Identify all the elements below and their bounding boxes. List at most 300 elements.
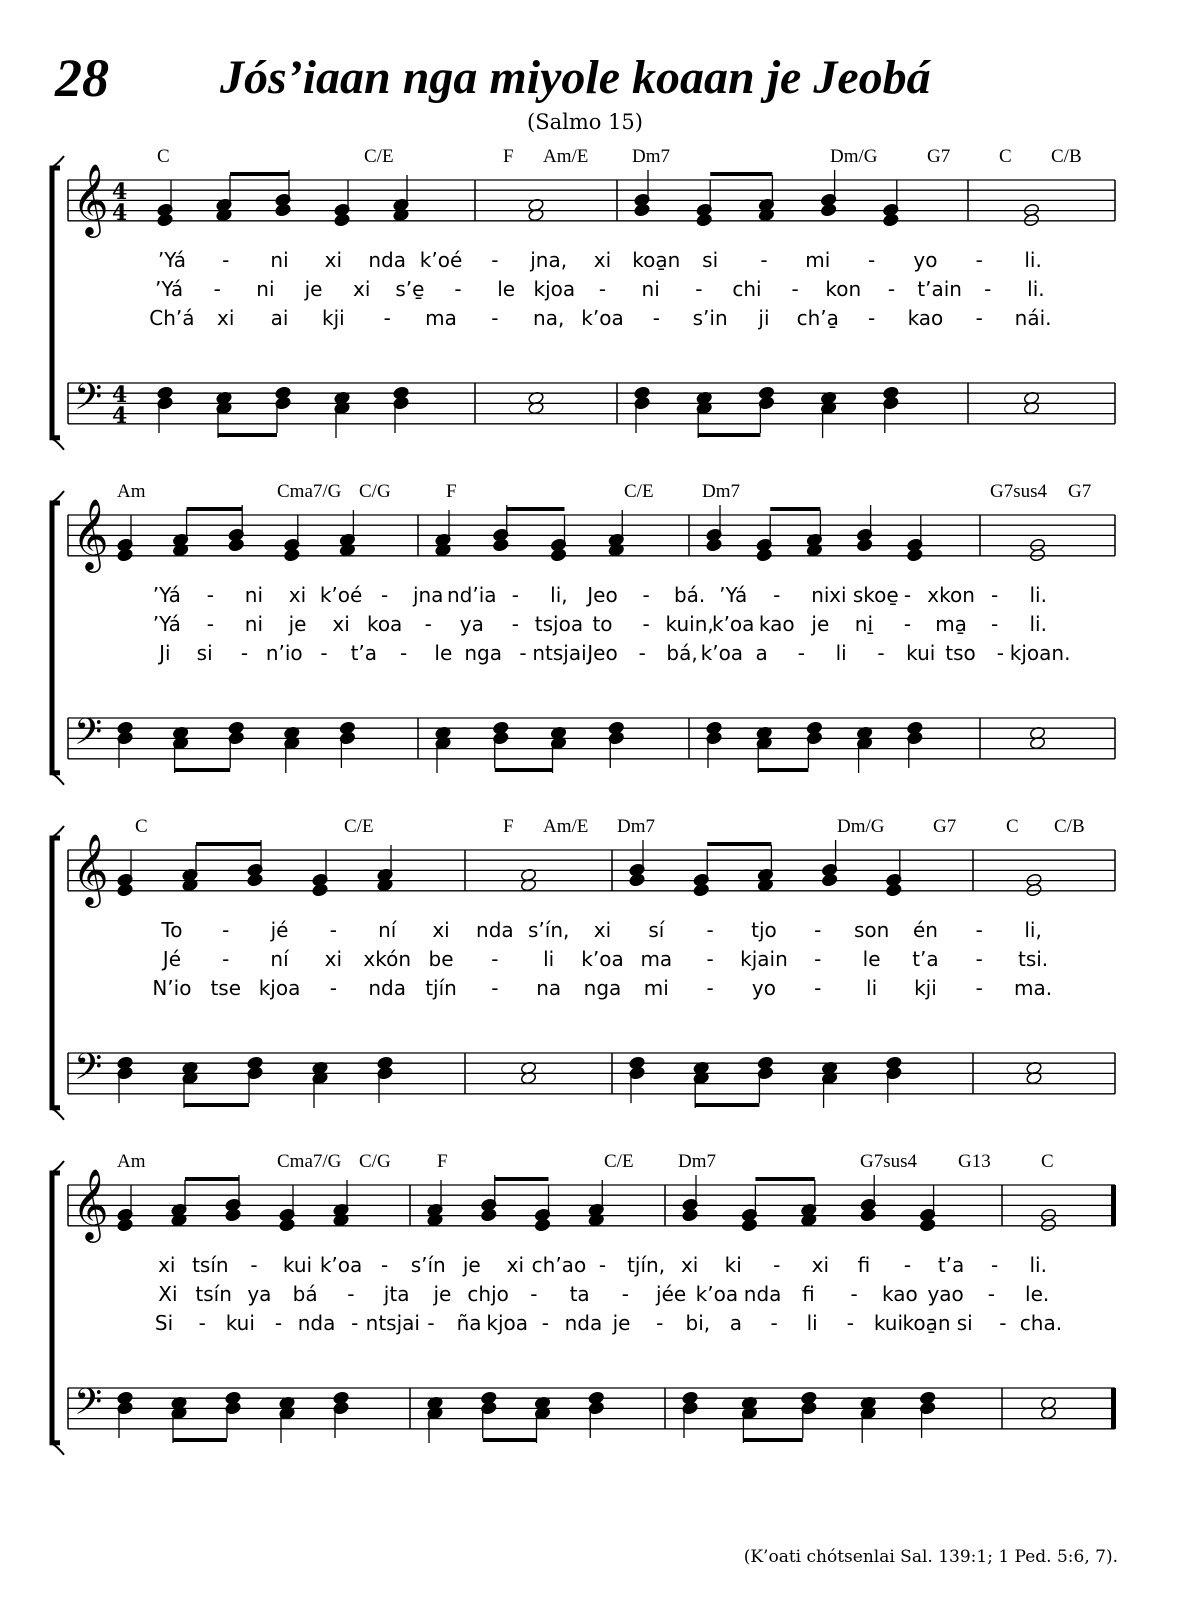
- hymn-title: Jós’iaan nga miyole koaan je Jeobá: [220, 51, 931, 104]
- lyric-syllable: ma.: [1014, 976, 1053, 1000]
- lyric-syllable: sí: [648, 918, 665, 942]
- lyric-syllable: tjo: [751, 918, 777, 942]
- lyric-line: [0, 306, 1200, 334]
- lyric-syllable: le: [434, 641, 453, 665]
- lyric-line: [0, 277, 1200, 305]
- lyric-syllable: ta: [569, 1282, 590, 1306]
- syllable-hyphen: -: [846, 1311, 854, 1335]
- lyric-syllable: fi: [857, 1253, 871, 1277]
- time-signature: 4: [112, 403, 128, 429]
- chord-symbol: Dm/G: [830, 146, 878, 167]
- lyric-syllable: nda: [564, 1311, 603, 1335]
- lyric-syllable: mi: [643, 976, 669, 1000]
- lyric-syllable: xi: [353, 277, 371, 301]
- lyric-syllable: t’a: [350, 641, 378, 665]
- lyric-syllable: ña: [456, 1311, 482, 1335]
- lyric-syllable: yo: [751, 976, 777, 1000]
- chord-symbol: C: [1006, 816, 1019, 837]
- lyric-syllable: kji: [914, 976, 937, 1000]
- lyric-syllable: kuin,: [665, 612, 714, 636]
- lyric-syllable: ’Yá: [157, 248, 186, 272]
- beam: [695, 1103, 759, 1107]
- score-system: [0, 475, 1200, 810]
- chord-symbol: Dm7: [617, 816, 655, 837]
- beam: [707, 842, 771, 846]
- lyric-syllable: nda: [368, 976, 407, 1000]
- chord-symbol: Dm7: [678, 1151, 716, 1172]
- lyric-syllable: li.: [1029, 612, 1047, 636]
- lyric-line: [0, 583, 1200, 611]
- syllable-hyphen: -: [320, 641, 328, 665]
- syllable-hyphen: -: [530, 1282, 538, 1306]
- lyric-syllable: tsi.: [1017, 947, 1049, 971]
- syllable-hyphen: -: [222, 248, 230, 272]
- lyric-line: [0, 1311, 1200, 1339]
- syllable-hyphen: -: [351, 1311, 359, 1335]
- syllable-hyphen: -: [706, 918, 714, 942]
- syllable-hyphen: -: [329, 918, 337, 942]
- syllable-hyphen: -: [598, 277, 607, 301]
- syllable-hyphen: -: [222, 918, 230, 942]
- lyric-syllable: nda: [476, 918, 514, 942]
- lyric-syllable: N’io: [152, 976, 192, 1000]
- syllable-hyphen: -: [770, 1311, 778, 1335]
- lyric-syllable: kui: [873, 1311, 904, 1335]
- lyric-syllable: li: [806, 1311, 818, 1335]
- lyric-syllable: xi: [288, 583, 307, 607]
- chord-symbol: G13: [958, 1151, 991, 1172]
- syllable-hyphen: -: [598, 1253, 607, 1277]
- lyric-syllable: chi: [732, 277, 762, 301]
- chord-symbol: C/G: [359, 1151, 391, 1172]
- lyric-syllable: kjoa: [258, 976, 301, 1000]
- score-system: [0, 1145, 1200, 1480]
- lyric-syllable: bá: [292, 1282, 318, 1306]
- hymn-number: 28: [55, 48, 109, 108]
- beam: [507, 507, 565, 511]
- syllable-hyphen: -: [999, 1311, 1007, 1335]
- beam: [743, 1438, 802, 1442]
- chord-symbol: C/E: [624, 481, 654, 502]
- syllable-hyphen: -: [652, 306, 660, 330]
- chord-symbol: G7: [927, 146, 951, 167]
- syllable-hyphen: -: [996, 641, 1004, 665]
- lyric-syllable: li: [866, 976, 878, 1000]
- beam: [184, 1103, 249, 1107]
- lyric-syllable: s’ín: [410, 1253, 446, 1277]
- lyric-syllable: xi: [324, 947, 343, 971]
- lyric-syllable: tsín: [195, 1282, 232, 1306]
- beam: [230, 172, 289, 176]
- lyric-syllable: xi: [506, 1253, 525, 1277]
- lyric-syllable: k’oa: [581, 947, 624, 971]
- beam: [196, 842, 261, 846]
- chord-symbol: G7sus4: [990, 481, 1048, 502]
- lyric-syllable: kjain: [740, 947, 788, 971]
- lyric-syllable: le: [862, 947, 881, 971]
- chord-symbol: Am: [117, 481, 146, 502]
- syllable-hyphen: -: [424, 612, 432, 636]
- lyric-syllable: bá,: [666, 641, 698, 665]
- chord-symbol: C: [999, 146, 1012, 167]
- lyric-syllable: ni: [641, 277, 660, 301]
- beam: [495, 1177, 549, 1181]
- lyric-syllable: ntsjai,: [532, 641, 594, 665]
- lyric-syllable: to: [592, 612, 613, 636]
- syllable-hyphen: -: [250, 1253, 258, 1277]
- chord-symbol: G7: [933, 816, 957, 837]
- lyric-syllable: t’a: [912, 947, 939, 971]
- lyric-syllable: k’oa: [711, 612, 755, 636]
- lyric-syllable: t’a: [937, 1253, 965, 1277]
- lyric-syllable: t’ain: [917, 277, 962, 301]
- chord-symbol: F: [446, 481, 457, 502]
- lyric-syllable: kui: [906, 641, 936, 665]
- lyric-line: [0, 612, 1200, 640]
- chord-symbol: G7sus4: [860, 1151, 918, 1172]
- lyric-syllable: tjín,: [627, 1253, 666, 1277]
- syllable-hyphen: -: [399, 641, 408, 665]
- lyric-syllable: Si: [154, 1311, 174, 1335]
- beam: [770, 507, 820, 511]
- lyric-syllable: k’oa: [700, 641, 744, 665]
- final-barline: [1111, 1388, 1116, 1429]
- syllable-hyphen: -: [329, 976, 337, 1000]
- syllable-hyphen: -: [987, 1282, 995, 1306]
- chord-symbol: Dm7: [702, 481, 740, 502]
- beam: [218, 433, 277, 437]
- syllable-hyphen: -: [814, 976, 822, 1000]
- syllable-hyphen: -: [454, 277, 462, 301]
- lyric-syllable: bá.: [673, 583, 706, 607]
- lyric-syllable: fi: [802, 1282, 815, 1306]
- lyric-syllable: ’Yá: [152, 583, 181, 607]
- syllable-hyphen: -: [903, 612, 912, 636]
- lyric-syllable: ’Yá: [152, 612, 181, 636]
- lyric-line: [0, 641, 1200, 669]
- bass-clef-icon: 𝄢: [74, 711, 103, 762]
- syllable-hyphen: -: [991, 612, 999, 636]
- lyric-syllable: To: [161, 918, 183, 942]
- syllable-hyphen: -: [791, 277, 799, 301]
- lyric-syllable: ji: [758, 306, 770, 330]
- lyric-syllable: Jeo: [587, 641, 618, 665]
- lyric-syllable: nga: [464, 641, 502, 665]
- lyric-syllable: bi,: [685, 1311, 711, 1335]
- lyric-syllable: tsjoa: [534, 612, 584, 636]
- lyric-syllable: k’oa: [319, 1253, 363, 1277]
- treble-clef-icon: 𝄞: [72, 497, 109, 570]
- lyric-syllable: ni̱: [854, 612, 874, 636]
- lyric-syllable: li.: [1029, 1253, 1047, 1277]
- lyric-syllable: na: [536, 976, 562, 1000]
- lyric-line: [0, 976, 1200, 1004]
- lyric-syllable: xi: [593, 248, 612, 272]
- lyric-line: [0, 1282, 1200, 1310]
- lyric-syllable: xi: [432, 918, 450, 942]
- syllable-hyphen: -: [877, 641, 885, 665]
- lyric-syllable: kao: [907, 306, 944, 330]
- lyric-syllable: ni: [244, 583, 264, 607]
- lyric-syllable: jna,: [530, 248, 568, 272]
- psalm-reference: (Salmo 15): [527, 110, 643, 134]
- lyric-syllable: je: [288, 612, 307, 636]
- lyric-syllable: li.: [1029, 583, 1047, 607]
- lyric-syllable: xi: [332, 612, 350, 636]
- lyric-syllable: jé: [270, 918, 289, 942]
- lyric-syllable: mi: [805, 248, 831, 272]
- lyric-syllable: li: [543, 947, 555, 971]
- syllable-hyphen: -: [638, 641, 646, 665]
- lyric-syllable: Jeo: [587, 583, 618, 607]
- lyric-syllable: ma: [425, 306, 457, 330]
- chord-symbol: Am: [117, 1151, 146, 1172]
- lyric-syllable: kjoa: [486, 1311, 529, 1335]
- syllable-hyphen: -: [868, 306, 876, 330]
- syllable-hyphen: -: [240, 641, 249, 665]
- lyric-syllable: ’Yá: [719, 583, 748, 607]
- lyric-syllable: én: [912, 918, 938, 942]
- time-signature: 4: [112, 179, 128, 205]
- lyric-syllable: je: [462, 1253, 481, 1277]
- beam: [173, 1438, 227, 1442]
- syllable-hyphen: -: [975, 918, 983, 942]
- chord-symbol: Am/E: [543, 816, 589, 837]
- syllable-hyphen: -: [621, 1282, 629, 1306]
- lyric-syllable: ya: [459, 612, 484, 636]
- chord-symbol: C/E: [604, 1151, 634, 1172]
- syllable-hyphen: -: [427, 1311, 435, 1335]
- chord-symbol: C/G: [359, 481, 391, 502]
- chord-symbol: F: [503, 146, 514, 167]
- syllable-hyphen: -: [887, 277, 896, 301]
- lyric-syllable: ni: [244, 612, 264, 636]
- lyric-syllable: kui: [225, 1311, 255, 1335]
- chord-symbol: Dm7: [632, 146, 670, 167]
- syllable-hyphen: -: [511, 583, 519, 607]
- syllable-hyphen: -: [706, 976, 714, 1000]
- syllable-hyphen: -: [383, 306, 391, 330]
- lyric-syllable: a: [755, 641, 768, 665]
- lyric-syllable: na,: [533, 306, 565, 330]
- lyric-syllable: s’e̱: [395, 277, 425, 301]
- lyric-syllable: tsín: [192, 1253, 229, 1277]
- lyric-syllable: nái.: [1014, 306, 1052, 330]
- lyric-syllable: ya: [247, 1282, 272, 1306]
- lyric-syllable: koa: [366, 612, 403, 636]
- syllable-hyphen: -: [706, 947, 714, 971]
- lyric-syllable: k’oa: [695, 1282, 739, 1306]
- syllable-hyphen: -: [868, 248, 876, 272]
- lyric-syllable: ntsjai: [365, 1311, 420, 1335]
- syllable-hyphen: -: [206, 583, 214, 607]
- bass-clef-icon: 𝄢: [74, 1381, 103, 1432]
- syllable-hyphen: -: [975, 306, 983, 330]
- lyric-syllable: xkón: [363, 947, 412, 971]
- chord-symbol: C/E: [344, 816, 374, 837]
- chord-symbol: Cma7/G: [277, 481, 342, 502]
- lyric-syllable: li: [835, 641, 847, 665]
- beam: [758, 768, 808, 772]
- lyric-syllable: li.: [1027, 277, 1045, 301]
- chord-symbol: C: [157, 146, 170, 167]
- lyric-syllable: kjoan.: [1009, 641, 1071, 665]
- beam: [187, 507, 243, 511]
- lyric-syllable: n’io: [265, 641, 303, 665]
- chord-symbol: C/B: [1054, 816, 1085, 837]
- treble-clef-icon: 𝄞: [72, 162, 109, 235]
- lyric-syllable: ai: [270, 306, 289, 330]
- lyric-syllable: tse: [210, 976, 242, 1000]
- lyric-syllable: li,: [1024, 918, 1042, 942]
- lyric-syllable: a: [729, 1311, 743, 1335]
- syllable-hyphen: -: [773, 1253, 781, 1277]
- syllable-hyphen: -: [797, 641, 806, 665]
- lyric-syllable: xi: [324, 248, 343, 272]
- lyric-syllable: koa̱n: [632, 248, 681, 272]
- syllable-hyphen: -: [760, 248, 768, 272]
- syllable-hyphen: -: [656, 1311, 664, 1335]
- lyric-syllable: jta: [383, 1282, 410, 1306]
- lyric-syllable: chjo: [467, 1282, 509, 1306]
- lyric-syllable: nda: [368, 248, 407, 272]
- bass-clef-icon: 𝄢: [74, 376, 103, 427]
- lyric-syllable: kon: [825, 277, 862, 301]
- lyric-syllable: ki: [724, 1253, 742, 1277]
- syllable-hyphen: -: [984, 277, 992, 301]
- chord-symbol: G7: [1068, 481, 1092, 502]
- lyric-syllable: le: [497, 277, 516, 301]
- treble-clef-icon: 𝄞: [72, 1167, 109, 1240]
- lyric-syllable: k’oé: [419, 248, 463, 272]
- time-signature: 4: [112, 382, 128, 408]
- lyric-syllable: kui: [282, 1253, 313, 1277]
- chord-symbol: Dm/G: [837, 816, 885, 837]
- score-system: [0, 140, 1200, 475]
- lyric-syllable: Jé: [162, 947, 182, 971]
- syllable-hyphen: -: [491, 976, 499, 1000]
- syllable-hyphen: -: [541, 1311, 549, 1335]
- score-system: [0, 810, 1200, 1145]
- beam: [495, 768, 553, 772]
- syllable-hyphen: -: [491, 306, 499, 330]
- lyric-line: [0, 947, 1200, 975]
- lyric-line: [0, 1253, 1200, 1281]
- lyric-syllable: ’Yá: [155, 277, 184, 301]
- lyric-syllable: nda: [297, 1311, 336, 1335]
- lyric-syllable: li.: [1024, 248, 1042, 272]
- lyric-syllable: s’in: [692, 306, 728, 330]
- syllable-hyphen: -: [491, 947, 499, 971]
- lyric-syllable: xi: [158, 1253, 176, 1277]
- lyric-syllable: k’oé: [319, 583, 363, 607]
- lyric-syllable: kao: [882, 1282, 918, 1306]
- syllable-hyphen: -: [991, 1253, 999, 1277]
- lyric-syllable: xi skoe̱: [829, 583, 899, 607]
- syllable-hyphen: -: [491, 248, 499, 272]
- beam: [483, 1438, 537, 1442]
- treble-clef-icon: 𝄞: [72, 832, 109, 905]
- beam: [755, 1177, 814, 1181]
- final-barline: [1111, 1185, 1116, 1226]
- lyric-syllable: be: [428, 947, 454, 971]
- time-signature: 4: [112, 200, 128, 226]
- syllable-hyphen: -: [381, 1253, 389, 1277]
- syllable-hyphen: -: [695, 277, 703, 301]
- syllable-hyphen: -: [903, 1253, 912, 1277]
- lyric-syllable: xi: [217, 306, 235, 330]
- lyric-syllable: ma̱: [935, 612, 967, 636]
- syllable-hyphen: -: [850, 1282, 858, 1306]
- chord-symbol: Cma7/G: [277, 1151, 342, 1172]
- syllable-hyphen: -: [773, 583, 781, 607]
- syllable-hyphen: -: [274, 1311, 283, 1335]
- lyric-line: [0, 918, 1200, 946]
- syllable-hyphen: -: [198, 1311, 206, 1335]
- lyric-syllable: xi: [811, 1253, 830, 1277]
- lyric-line: [0, 248, 1200, 276]
- lyric-syllable: ni: [270, 248, 289, 272]
- chord-symbol: F: [503, 816, 514, 837]
- lyric-syllable: le.: [1025, 1282, 1050, 1306]
- lyric-syllable: ch’ao: [531, 1253, 587, 1277]
- chord-symbol: F: [437, 1151, 448, 1172]
- lyric-syllable: si: [702, 248, 719, 272]
- lyric-syllable: jée: [656, 1282, 687, 1306]
- syllable-hyphen: -: [381, 583, 389, 607]
- lyric-syllable: je: [304, 277, 323, 301]
- lyric-syllable: je: [811, 612, 830, 636]
- syllable-hyphen: -: [975, 947, 983, 971]
- syllable-hyphen: -: [991, 583, 999, 607]
- lyric-syllable: si: [956, 1311, 973, 1335]
- lyric-syllable: ni: [811, 583, 830, 607]
- lyric-syllable: je: [433, 1282, 452, 1306]
- syllable-hyphen: -: [511, 612, 519, 636]
- lyric-syllable: ch’a̱: [796, 306, 839, 330]
- lyric-syllable: ni: [256, 277, 275, 301]
- beam: [710, 172, 772, 176]
- lyric-syllable: kao: [758, 612, 795, 636]
- lyric-syllable: tso: [945, 641, 976, 665]
- lyric-syllable: s’ín,: [527, 918, 570, 942]
- lyric-syllable: kji: [322, 306, 345, 330]
- chord-symbol: Am/E: [543, 146, 589, 167]
- syllable-hyphen: -: [903, 583, 912, 607]
- syllable-hyphen: -: [519, 641, 527, 665]
- beam: [175, 768, 231, 772]
- lyric-syllable: je: [612, 1311, 631, 1335]
- lyric-syllable: Xi: [158, 1282, 178, 1306]
- chord-symbol: C/B: [1051, 146, 1082, 167]
- syllable-hyphen: -: [642, 583, 650, 607]
- chord-symbol: C: [1041, 1151, 1054, 1172]
- lyric-syllable: ní: [378, 918, 397, 942]
- lyric-syllable: kjoa: [533, 277, 576, 301]
- lyric-syllable: k’oa: [581, 306, 624, 330]
- beam: [698, 433, 760, 437]
- syllable-hyphen: -: [975, 248, 983, 272]
- chord-symbol: C: [135, 816, 148, 837]
- syllable-hyphen: -: [642, 612, 650, 636]
- lyric-syllable: li,: [550, 583, 568, 607]
- lyric-syllable: koa̱n: [902, 1311, 951, 1335]
- syllable-hyphen: -: [814, 918, 822, 942]
- lyric-syllable: xi: [593, 918, 612, 942]
- lyric-syllable: ní: [270, 947, 289, 971]
- lyric-syllable: son: [853, 918, 890, 942]
- syllable-hyphen: -: [213, 277, 221, 301]
